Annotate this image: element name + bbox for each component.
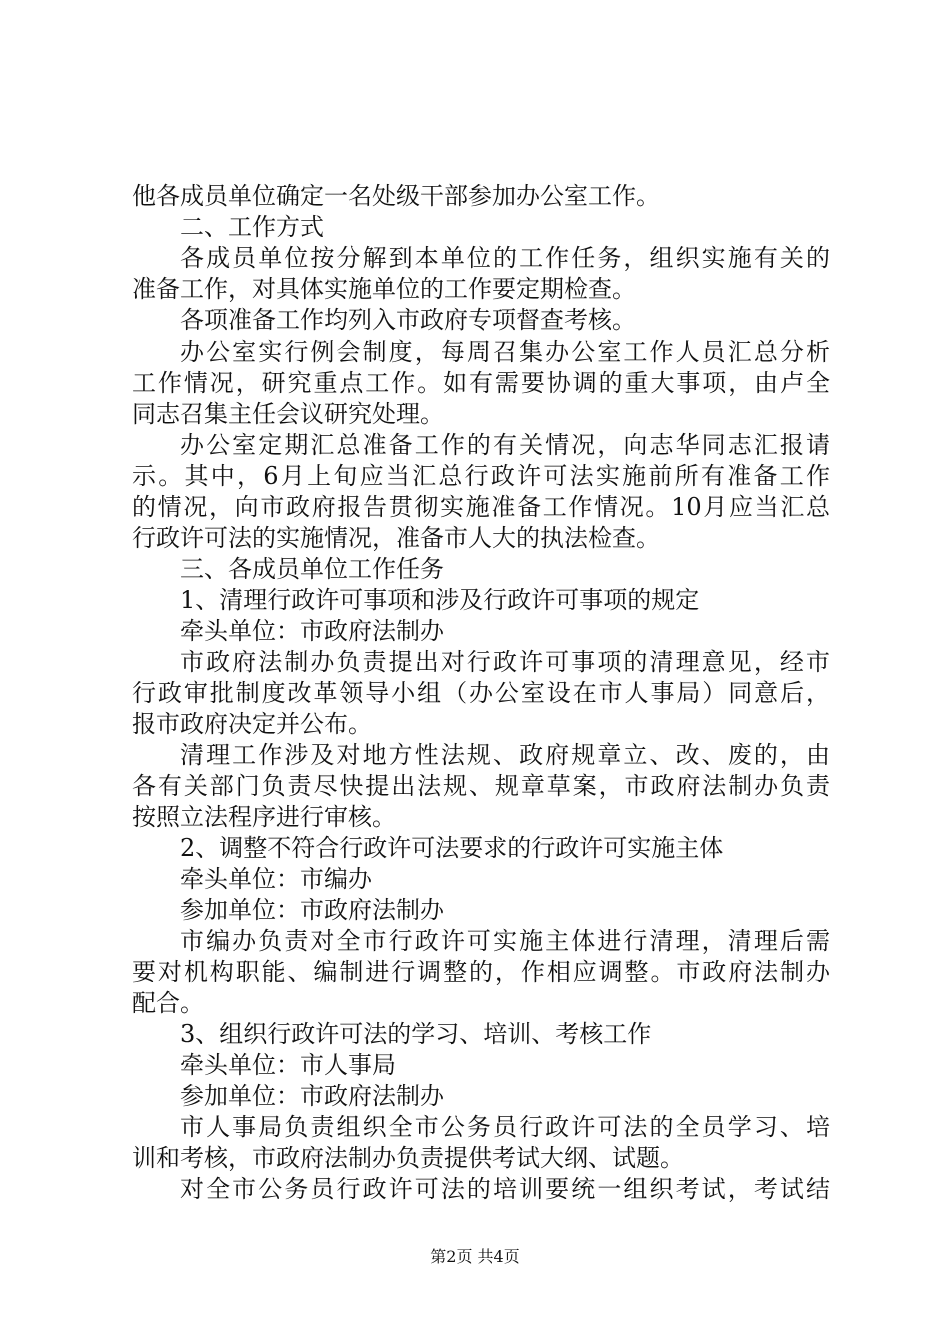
text-line: 工作情况，研究重点工作。如有需要协调的重大事项，由卢全: [132, 369, 830, 397]
text-line: 清理工作涉及对地方性法规、政府规章立、改、废的，由: [180, 741, 830, 769]
item-heading: 2、调整不符合行政许可法要求的行政许可实施主体: [180, 834, 724, 862]
text-line: 各项准备工作均列入市政府专项督查考核。: [180, 306, 636, 334]
page-number-footer: 第2页 共4页: [430, 1247, 520, 1266]
text-line: 训和考核，市政府法制办负责提供考试大纲、试题。: [132, 1144, 684, 1172]
text-line: 他各成员单位确定一名处级干部参加办公室工作。: [132, 182, 660, 210]
text-line: 示。其中，6月上旬应当汇总行政许可法实施前所有准备工作: [132, 462, 830, 490]
lead-unit-line: 牵头单位：市政府法制办: [180, 617, 444, 645]
text-line: 对全市公务员行政许可法的培训要统一组织考试，考试结: [180, 1175, 830, 1203]
lead-unit-line: 牵头单位：市人事局: [180, 1051, 396, 1079]
text-line: 各成员单位按分解到本单位的工作任务，组织实施有关的: [180, 244, 830, 272]
section-heading: 二、工作方式: [180, 213, 324, 241]
text-line: 准备工作，对具体实施单位的工作要定期检查。: [132, 275, 636, 303]
item-heading: 1、清理行政许可事项和涉及行政许可事项的规定: [180, 586, 700, 614]
participating-unit-line: 参加单位：市政府法制办: [180, 1082, 444, 1110]
participating-unit-line: 参加单位：市政府法制办: [180, 896, 444, 924]
text-line: 配合。: [132, 989, 204, 1017]
text-line: 按照立法程序进行审核。: [132, 803, 396, 831]
text-line: 办公室定期汇总准备工作的有关情况，向志华同志汇报请: [180, 431, 830, 459]
item-heading: 3、组织行政许可法的学习、培训、考核工作: [180, 1020, 652, 1048]
text-line: 报市政府决定并公布。: [132, 710, 372, 738]
lead-unit-line: 牵头单位：市编办: [180, 865, 372, 893]
text-line: 行政许可法的实施情况，准备市人大的执法检查。: [132, 524, 660, 552]
text-line: 行政审批制度改革领导小组（办公室设在市人事局）同意后，: [132, 679, 830, 707]
text-line: 同志召集主任会议研究处理。: [132, 400, 444, 428]
section-heading: 三、各成员单位工作任务: [180, 555, 444, 583]
text-line: 市政府法制办负责提出对行政许可事项的清理意见，经市: [180, 648, 830, 676]
text-line: 各有关部门负责尽快提出法规、规章草案，市政府法制办负责: [132, 772, 830, 800]
text-line: 要对机构职能、编制进行调整的，作相应调整。市政府法制办: [132, 958, 830, 986]
text-line: 的情况，向市政府报告贯彻实施准备工作情况。10月应当汇总: [132, 493, 830, 521]
text-line: 办公室实行例会制度，每周召集办公室工作人员汇总分析: [180, 338, 830, 366]
text-line: 市人事局负责组织全市公务员行政许可法的全员学习、培: [180, 1113, 830, 1141]
text-line: 市编办负责对全市行政许可实施主体进行清理，清理后需: [180, 927, 830, 955]
